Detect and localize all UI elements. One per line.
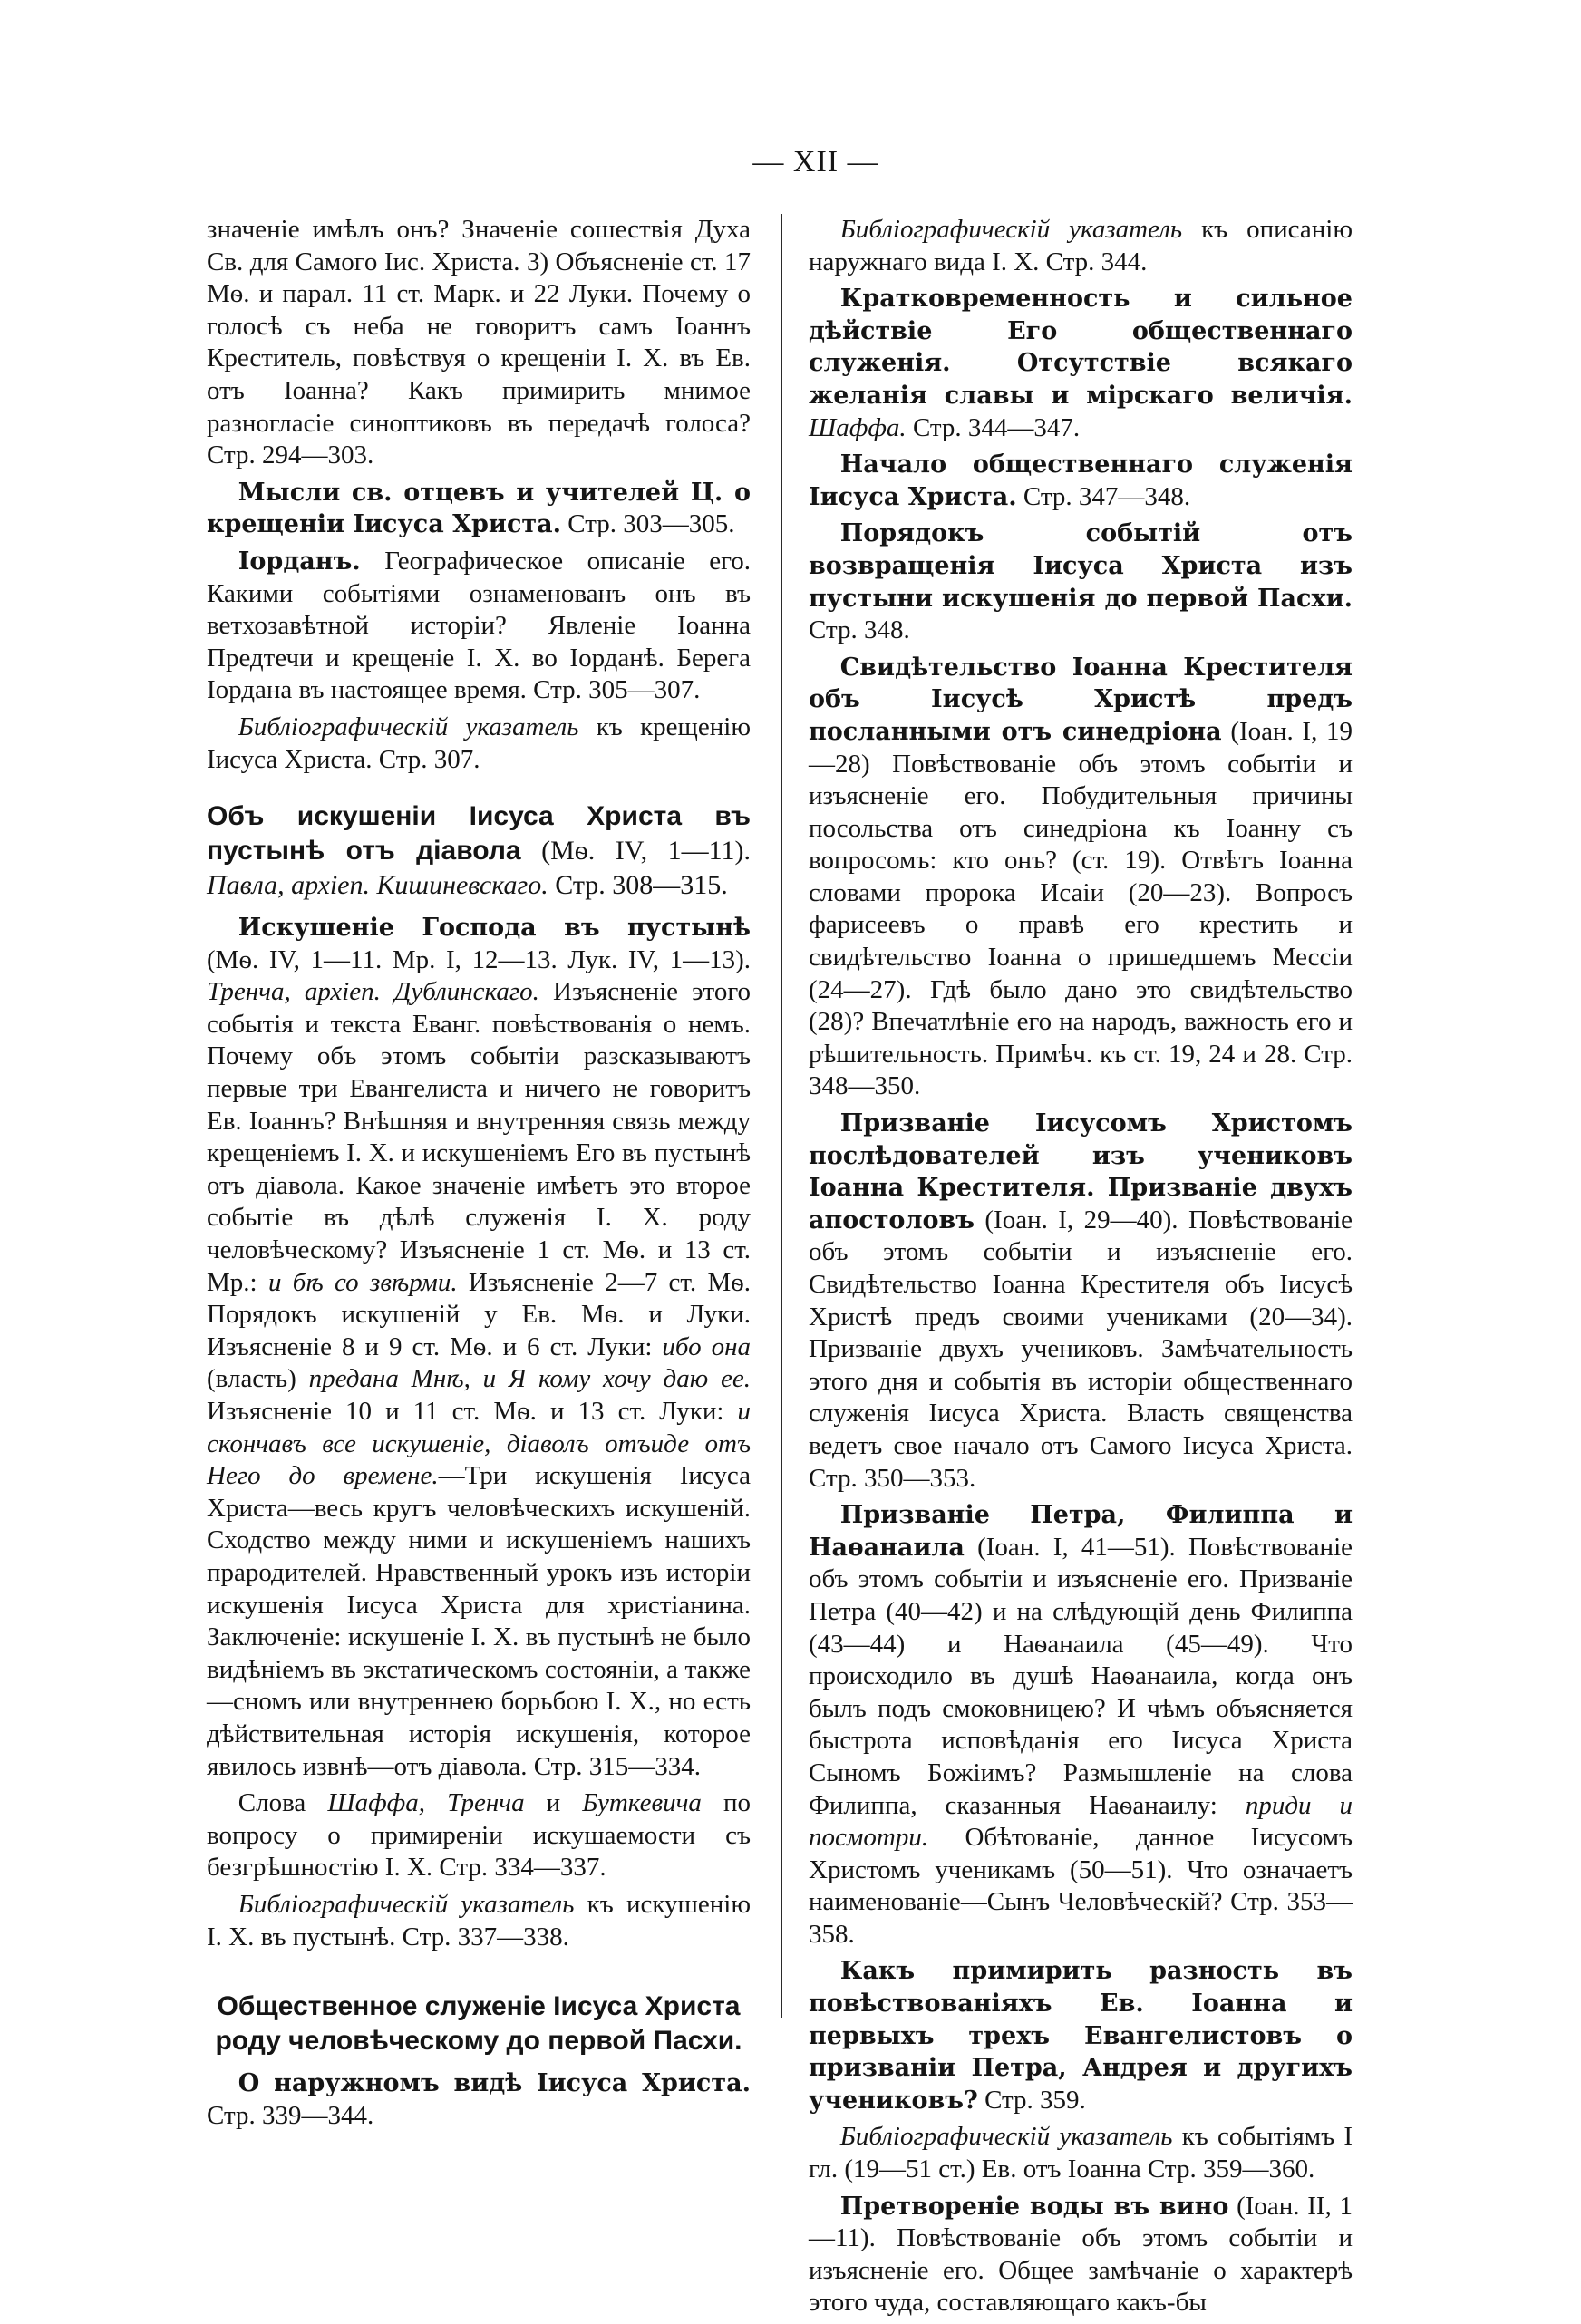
entry-text: Географическое описаніе его. Какими событіями ознаменованъ онъ въ ветхозавѣтной исторіи? Явленіе Іоанна Предтечи и крещеніе І. Х. во Іорданѣ. Берега Іордана въ настоящее время. Стр. 305—307. <box>207 546 751 705</box>
entry-text: Стр. 347—348. <box>1016 481 1191 511</box>
entry-text: къ описанію наружнаго вида І. Х. Стр. 344. <box>809 215 1353 276</box>
entry-text: къ событіямъ I гл. (19—51 ст.) Ев. отъ Іоанна Стр. 359—360. <box>809 2122 1353 2184</box>
entry-heading: Кратковременность и сильное дѣйствіе Его общественнаго служенія. Отсутствіе всякаго желанія славы и мірскаго величія. <box>809 285 1353 410</box>
entry-italic: Библіографическій указатель <box>839 2122 1173 2152</box>
entry-author: Шаффа. <box>809 412 907 442</box>
entry-text: и <box>524 1788 583 1818</box>
entry-text: Стр. 348. <box>809 615 910 645</box>
entry-text: къ искушенію І. Х. въ пустынѣ. Стр. 337—338. <box>207 1889 751 1951</box>
entry-text: Стр. 359. <box>977 2085 1086 2115</box>
section-author: Павла, архіеп. Кишиневскаго. <box>207 870 548 901</box>
entry-italic: Библіографическій указатель <box>238 1889 575 1919</box>
entry-heading: Призваніе Іисусомъ Христомъ послѣдователей изъ учениковъ Іоанна Крестителя. Призваніе двухъ апостоловъ <box>809 1109 1353 1235</box>
entry-text: Изъясненіе 2—7 ст. Мѳ. Порядокъ искушеній у Ев. Мѳ. и Луки. Изъясненіе 8 и 9 ст. Мѳ. и 6 ст. Луки: <box>207 1267 752 1361</box>
entry-text: Стр. 303—305. <box>561 509 735 539</box>
entry-testimony-of-john <box>809 652 1353 1103</box>
section-title: Объ искушеніи Іисуса Христа въ пустынѣ отъ діавола <box>207 801 751 867</box>
entry-heading: Порядокъ событій отъ возвращенія Іисуса Христа изъ пустыни искушенія до первой Пасхи. <box>809 519 1353 613</box>
entry-text: Стр. 339—344. <box>207 2100 374 2130</box>
entry-text: Изъясненіе 10 и 11 ст. Мѳ. и 13 ст. Луки: <box>207 1397 738 1426</box>
entry-quote: ибо она <box>662 1331 751 1361</box>
entry-water-into-wine <box>809 2191 1353 2319</box>
left-paragraph-continued <box>207 214 751 472</box>
entry-text: (Іоан. II, 1—11). Повѣствованіе объ этомъ событіи и изъясненіе его. Общее замѣчаніе о характерѣ этого чуда, составляющаго какъ-бы <box>809 2191 1353 2318</box>
section-reference: (Мѳ. IV, 1—11). <box>520 836 751 867</box>
entry-brevity-of-ministry <box>809 283 1353 444</box>
entry-text: по вопросу о примиреніи искушаемости съ безгрѣшностію І. Х. Стр. 334—337. <box>207 1788 751 1883</box>
right-column <box>809 214 1353 2324</box>
entry-text: —Три искушенія Іисуса Христа—весь кругъ человѣческихъ искушеній. Сходство между ними и искушеніемъ нашихъ прародителей. Нравственный урокъ изъ исторіи искушенія Іисуса Христа для христіанина. Заключеніе: искушеніе І. Х. въ пустынѣ не было видѣніемъ въ экстатическомъ состояніи, а также—сномъ или внутреннею борьбою І. Х., но есть дѣйствительная исторія искушенія, которое явилось извнѣ—отъ діавола. Стр. 315—334. <box>207 1461 751 1781</box>
entry-italic: Библіографическій указатель <box>238 712 579 741</box>
entry-bibliography-temptation <box>207 1889 751 1953</box>
entry-fathers-on-baptism <box>207 477 751 541</box>
entry-text: (власть) <box>207 1364 309 1394</box>
entry-heading: Мысли св. отцевъ и учителей Ц. о крещеніи Іисуса Христа. <box>207 478 751 539</box>
entry-heading: Какъ примирить разность въ повѣствованіяхъ Ев. Іоанна и первыхъ трехъ Евангелистовъ о призваніи Петра, Андрея и другихъ учениковъ? <box>809 1957 1353 2115</box>
entry-jordan <box>207 546 751 707</box>
entry-heading: Начало общественнаго служенія Іисуса Христа. <box>809 450 1353 511</box>
entry-calling-of-disciples <box>809 1108 1353 1495</box>
left-column <box>207 214 751 2136</box>
entry-quote: предана Мнѣ, и Я кому хочу даю ее. <box>308 1364 751 1394</box>
entry-bibliography-appearance <box>809 214 1353 278</box>
entry-bibliography-baptism <box>207 712 751 776</box>
entry-words-of-authors <box>207 1787 751 1884</box>
column-divider <box>781 214 782 2018</box>
entry-quote: и бѣ со звѣрми. <box>267 1267 458 1297</box>
entry-text: Обѣтованіе, данное Іисусомъ Христомъ ученикамъ (50—51). Что означаетъ наименованіе—Сынъ Человѣческій? Стр. 353—358. <box>809 1823 1353 1949</box>
entry-quote: и скончавъ все искушеніе, діаволъ отъиде отъ Него до времене. <box>207 1397 751 1491</box>
entry-italic: Библіографическій указатель <box>839 215 1183 244</box>
entry-heading: Претвореніе воды въ вино <box>839 2192 1229 2221</box>
entry-beginning-of-ministry <box>809 449 1353 513</box>
entry-heading: О наружномъ видѣ Іисуса Христа. <box>238 2069 751 2098</box>
entry-quote: приди и посмотри. <box>809 1790 1353 1853</box>
entry-text: (Мѳ. IV, 1—11. Мр. I, 12—13. Лук. IV, 1—13). <box>207 944 751 974</box>
entry-heading: Свидѣтельство Іоанна Крестителя объ Іисусѣ Христѣ предъ посланными отъ синедріона <box>809 653 1353 746</box>
entry-heading: Призваніе Петра, Филиппа и Наѳанаила <box>809 1501 1353 1562</box>
page-number-header: — XII — <box>752 145 879 179</box>
section-heading-temptation <box>207 799 751 903</box>
entry-text: (Іоан. I, 19—28) Повѣствованіе объ этомъ событіи и изъясненіе его. Побудительныя причины посольства отъ синедріона къ Іоанну съ вопросомъ: кто онъ? (ст. 19). Отвѣтъ Іоанна словами пророка Исаіи (20—23). Вопросъ фарисеевъ о правѣ его крестить и свидѣтельство Іоанна о пришедшемъ Мессіи (24—27). Гдѣ было дано это свидѣтельство (28)? Впечатлѣніе его на народъ, важность его и рѣшительность. Примѣч. къ ст. 19, 24 и 28. Стр. 348—350. <box>809 716 1353 1101</box>
entry-calling-peter-philip-nathanael <box>809 1499 1353 1951</box>
entry-author: Буткевича <box>582 1788 702 1818</box>
paragraph-text: значеніе имѣлъ онъ? Значеніе сошествія Духа Св. для Самого Іис. Христа. 3) Объясненіе ст. 17 Мѳ. и парал. 11 ст. Марк. и 22 Луки. Почему о голосѣ съ неба не говоритъ самъ Іоаннъ Креститель, повѣствуя о крещеніи І. Х. въ Ев. отъ Іоанна? Какъ примирить мнимое разногласіе синоптиковъ въ передачѣ голоса? Стр. 294—303. <box>207 215 751 470</box>
entry-heading: Искушеніе Господа въ пустынѣ <box>238 914 751 943</box>
entry-text: къ крещенію Іисуса Христа. Стр. 307. <box>207 712 751 774</box>
entry-text: Изъясненіе этого событія и текста Еванг. повѣствованія о немъ. Почему объ этомъ событіи разсказываютъ первые три Евангелиста и ничего не говоритъ Ев. Іоаннъ? Внѣшняя и внутренняя связь между крещеніемъ І. Х. и искушеніемъ Его въ пустынѣ отъ діавола. Какое значеніе имѣетъ это второе событіе въ дѣлѣ служенія І. Х. роду человѣческому? Изъясненіе 1 ст. Мѳ. и 13 ст. Мр.: <box>207 977 752 1297</box>
entry-reconcile-accounts <box>809 1955 1353 2116</box>
entry-appearance-of-jesus <box>207 2067 751 2132</box>
entry-bibliography-chapter-one <box>809 2121 1353 2185</box>
entry-text: Слова <box>238 1788 328 1818</box>
entry-order-of-events <box>809 518 1353 646</box>
entry-author: Тренча, архіеп. Дублинскаго. <box>207 977 539 1007</box>
section-pages: Стр. 308—315. <box>548 870 728 901</box>
entry-temptation-of-the-lord <box>207 912 751 1783</box>
entry-text: Стр. 344—347. <box>906 412 1081 442</box>
entry-heading: Іорданъ. <box>238 547 361 576</box>
entry-text: (Іоан. I, 41—51). Повѣствованіе объ этомъ событіи и изъясненіе его. Призваніе Петра (40—42) и на слѣдующій день Филиппа (43—44) и Наѳанаила (45—49). Что происходило въ душѣ Наѳанаила, когда онъ былъ подъ смоковницею? И чѣмъ объясняется быстрота исповѣданія его Іисуса Христа Сыномъ Божіимъ? Размышленіе на слова Филиппа, сказанныя Наѳанаилу: <box>809 1532 1353 1820</box>
section-heading-public-ministry: Общественное служеніе Іисуса Христа роду человѣческому до первой Пасхи. <box>215 1991 742 2057</box>
entry-author: Шаффа, Тренча <box>327 1788 525 1818</box>
entry-text: (Іоан. I, 29—40). Повѣствованіе объ этомъ событіи и изъясненіе его. Свидѣтельство Іоанна Крестителя объ Іисусѣ Христѣ предъ своими учениками (20—34). Призваніе двухъ учениковъ. Замѣчательность этого дня и событія въ исторіи общественнаго служенія Іисуса Христа. Власть священства ведетъ свое начало отъ Самого Іисуса Христа. Стр. 350—353. <box>809 1205 1353 1493</box>
